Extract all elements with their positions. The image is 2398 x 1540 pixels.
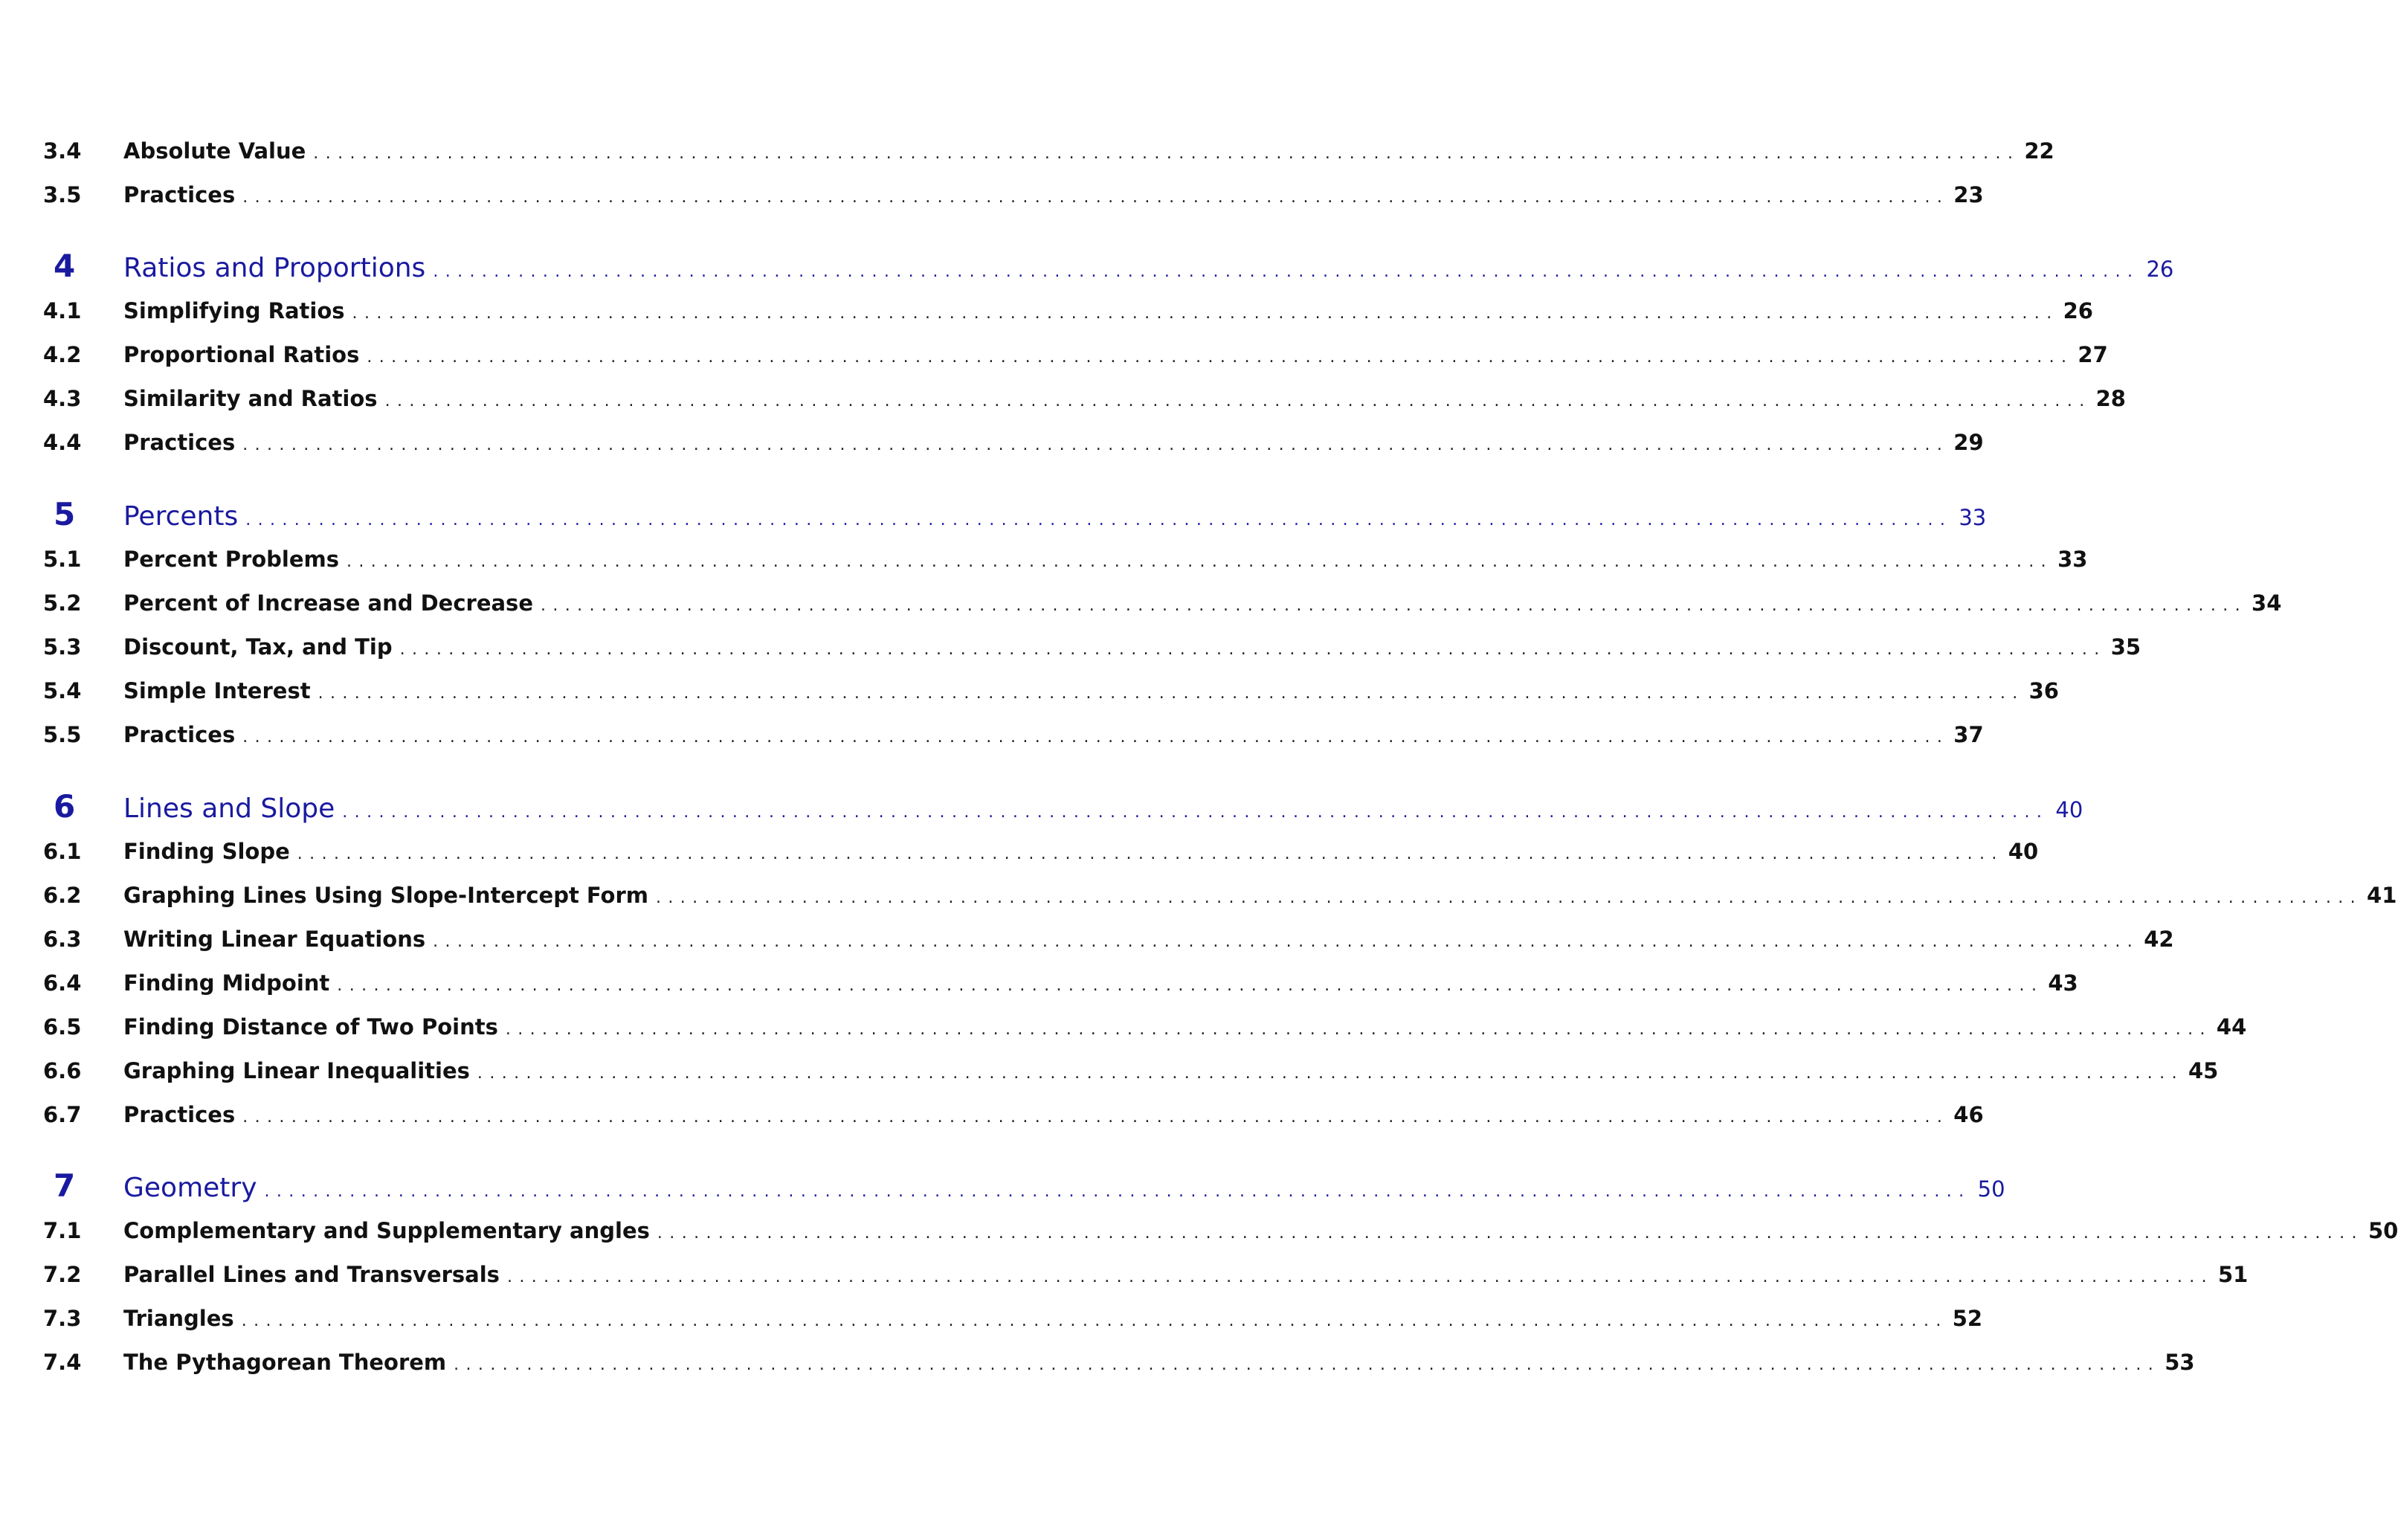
chapter-title[interactable]: Ratios and Proportions: [123, 253, 426, 283]
dot-leader: ............................................................................................................................................: [264, 1182, 1971, 1201]
page-number: 35: [2110, 634, 2141, 660]
section-number: 6.1: [43, 839, 82, 864]
section-number: 6.5: [43, 1014, 82, 1040]
toc-section-entry[interactable]: [43, 678, 2059, 712]
toc-chapter-entry[interactable]: [43, 788, 2083, 825]
section-number: 4.2: [43, 342, 82, 367]
section-title[interactable]: Finding Distance of Two Points: [123, 1014, 498, 1040]
section-title[interactable]: Practices: [123, 722, 236, 747]
dot-leader: ............................................................................................................................................: [433, 262, 2140, 281]
section-number: 6.3: [43, 927, 82, 952]
section-number: 3.5: [43, 182, 82, 207]
toc-section-entry[interactable]: [43, 634, 2141, 668]
toc-section-entry[interactable]: [43, 430, 1984, 464]
section-number: 5.1: [43, 547, 82, 572]
toc-section-entry[interactable]: [43, 1218, 2398, 1252]
section-title[interactable]: Percent Problems: [123, 547, 340, 572]
dot-leader: ............................................................................................................................................: [242, 436, 1950, 454]
toc-section-entry[interactable]: [43, 1102, 1984, 1136]
page-number: 36: [2028, 678, 2059, 703]
page-number: 41: [2367, 883, 2397, 908]
dot-leader: ............................................................................................................................................: [505, 1020, 2212, 1039]
dot-leader: ............................................................................................................................................: [337, 976, 2044, 995]
page-number: 40: [2008, 839, 2039, 864]
toc-section-entry[interactable]: [43, 342, 2108, 376]
page-number: 50: [2368, 1218, 2398, 1243]
section-number: 6.6: [43, 1058, 82, 1083]
toc-chapter-entry[interactable]: [43, 248, 2174, 284]
chapter-title[interactable]: Lines and Slope: [123, 793, 335, 824]
chapter-number: 6: [54, 788, 76, 825]
page-number: 46: [1953, 1102, 1984, 1127]
dot-leader: ............................................................................................................................................: [242, 188, 1950, 207]
page-number: 45: [2188, 1058, 2219, 1083]
dot-leader: ............................................................................................................................................: [657, 1224, 2364, 1243]
section-number: 6.4: [43, 970, 82, 996]
page-number: 53: [2165, 1350, 2195, 1375]
section-number: 5.3: [43, 634, 82, 660]
page-number: 52: [1952, 1306, 1983, 1331]
page-number: 23: [1953, 182, 1984, 207]
dot-leader: ............................................................................................................................................: [352, 304, 2059, 323]
dot-leader: ............................................................................................................................................: [506, 1268, 2214, 1286]
section-title[interactable]: Finding Slope: [123, 839, 290, 864]
dot-leader: ............................................................................................................................................: [242, 728, 1950, 747]
section-number: 7.2: [43, 1262, 82, 1287]
dot-leader: ............................................................................................................................................: [454, 1356, 2161, 1374]
dot-leader: ............................................................................................................................................: [241, 1312, 1948, 1330]
section-title[interactable]: Percent of Increase and Decrease: [123, 590, 533, 616]
toc-section-entry[interactable]: [43, 927, 2174, 961]
page-number: 51: [2218, 1262, 2249, 1287]
page-number: 26: [2146, 257, 2174, 282]
section-title[interactable]: Parallel Lines and Transversals: [123, 1262, 500, 1287]
dot-leader: ............................................................................................................................................: [245, 511, 1953, 529]
page-number: 26: [2063, 298, 2093, 323]
toc-section-entry[interactable]: [43, 590, 2282, 625]
page-number: 34: [2252, 590, 2282, 616]
section-title[interactable]: Triangles: [123, 1306, 234, 1331]
section-title[interactable]: Complementary and Supplementary angles: [123, 1218, 650, 1243]
page-number: 28: [2095, 386, 2126, 411]
toc-section-entry[interactable]: [43, 883, 2397, 917]
toc-section-entry[interactable]: [43, 298, 2093, 332]
dot-leader: ............................................................................................................................................: [384, 392, 2092, 410]
dot-leader: ............................................................................................................................................: [477, 1064, 2184, 1083]
chapter-number: 4: [54, 248, 76, 284]
section-title[interactable]: Graphing Lines Using Slope-Intercept Form: [123, 883, 648, 908]
section-title[interactable]: Absolute Value: [123, 138, 306, 164]
section-number: 5.4: [43, 678, 82, 703]
page-number: 22: [2024, 138, 2054, 164]
dot-leader: ............................................................................................................................................: [242, 1108, 1950, 1127]
section-title[interactable]: Finding Midpoint: [123, 970, 330, 996]
page-number: 27: [2078, 342, 2108, 367]
section-title[interactable]: Practices: [123, 1102, 236, 1127]
section-number: 4.3: [43, 386, 82, 411]
toc-chapter-entry[interactable]: [43, 1167, 2005, 1204]
toc-section-entry[interactable]: [43, 138, 2054, 173]
section-number: 3.4: [43, 138, 82, 164]
chapter-title[interactable]: Percents: [123, 501, 239, 532]
toc-section-entry[interactable]: [43, 1306, 1983, 1340]
page-number: 42: [2144, 927, 2174, 952]
section-number: 4.4: [43, 430, 82, 455]
dot-leader: ............................................................................................................................................: [313, 144, 2020, 163]
dot-leader: ............................................................................................................................................: [399, 640, 2107, 659]
page-number: 44: [2216, 1014, 2247, 1040]
dot-leader: ............................................................................................................................................: [656, 889, 2363, 907]
toc-section-entry[interactable]: [43, 722, 1984, 756]
section-title[interactable]: Graphing Linear Inequalities: [123, 1058, 470, 1083]
page-number: 33: [1959, 505, 1987, 530]
section-title[interactable]: Proportional Ratios: [123, 342, 360, 367]
page-number: 37: [1953, 722, 1984, 747]
toc-chapter-entry[interactable]: [43, 496, 1987, 532]
toc-section-entry[interactable]: [43, 1014, 2247, 1048]
page-number: 43: [2048, 970, 2078, 996]
dot-leader: ............................................................................................................................................: [541, 596, 2248, 615]
dot-leader: ............................................................................................................................................: [342, 803, 2049, 822]
chapter-number: 5: [54, 496, 76, 532]
section-number: 6.2: [43, 883, 82, 908]
section-title[interactable]: Similarity and Ratios: [123, 386, 378, 411]
page-number: 40: [2055, 797, 2083, 822]
section-number: 7.3: [43, 1306, 82, 1331]
toc-section-entry[interactable]: [43, 547, 2088, 581]
toc-section-entry[interactable]: [43, 970, 2078, 1005]
section-title[interactable]: Practices: [123, 182, 236, 207]
toc-section-entry[interactable]: [43, 386, 2126, 420]
section-title[interactable]: Practices: [123, 430, 236, 455]
page-number: 33: [2057, 547, 2088, 572]
dot-leader: ............................................................................................................................................: [347, 552, 2054, 571]
section-title[interactable]: Simplifying Ratios: [123, 298, 345, 323]
dot-leader: ............................................................................................................................................: [367, 348, 2074, 367]
toc-section-entry[interactable]: [43, 1058, 2219, 1092]
dot-leader: ............................................................................................................................................: [433, 932, 2140, 951]
page-number: 50: [1977, 1176, 2005, 1202]
toc-section-entry[interactable]: [43, 182, 1984, 216]
chapter-number: 7: [54, 1167, 76, 1204]
chapter-title[interactable]: Geometry: [123, 1173, 257, 1203]
section-title[interactable]: Writing Linear Equations: [123, 927, 426, 952]
section-number: 6.7: [43, 1102, 82, 1127]
section-number: 7.4: [43, 1350, 82, 1375]
section-number: 7.1: [43, 1218, 82, 1243]
toc-section-entry[interactable]: [43, 839, 2039, 873]
section-title[interactable]: Simple Interest: [123, 678, 311, 703]
toc-section-entry[interactable]: [43, 1350, 2195, 1384]
section-title[interactable]: Discount, Tax, and Tip: [123, 634, 393, 660]
toc-section-entry[interactable]: [43, 1262, 2249, 1296]
section-title[interactable]: The Pythagorean Theorem: [123, 1350, 447, 1375]
page-number: 29: [1953, 430, 1984, 455]
section-number: 5.5: [43, 722, 82, 747]
dot-leader: ............................................................................................................................................: [297, 845, 2004, 863]
section-number: 5.2: [43, 590, 82, 616]
dot-leader: ............................................................................................................................................: [318, 684, 2025, 703]
section-number: 4.1: [43, 298, 82, 323]
